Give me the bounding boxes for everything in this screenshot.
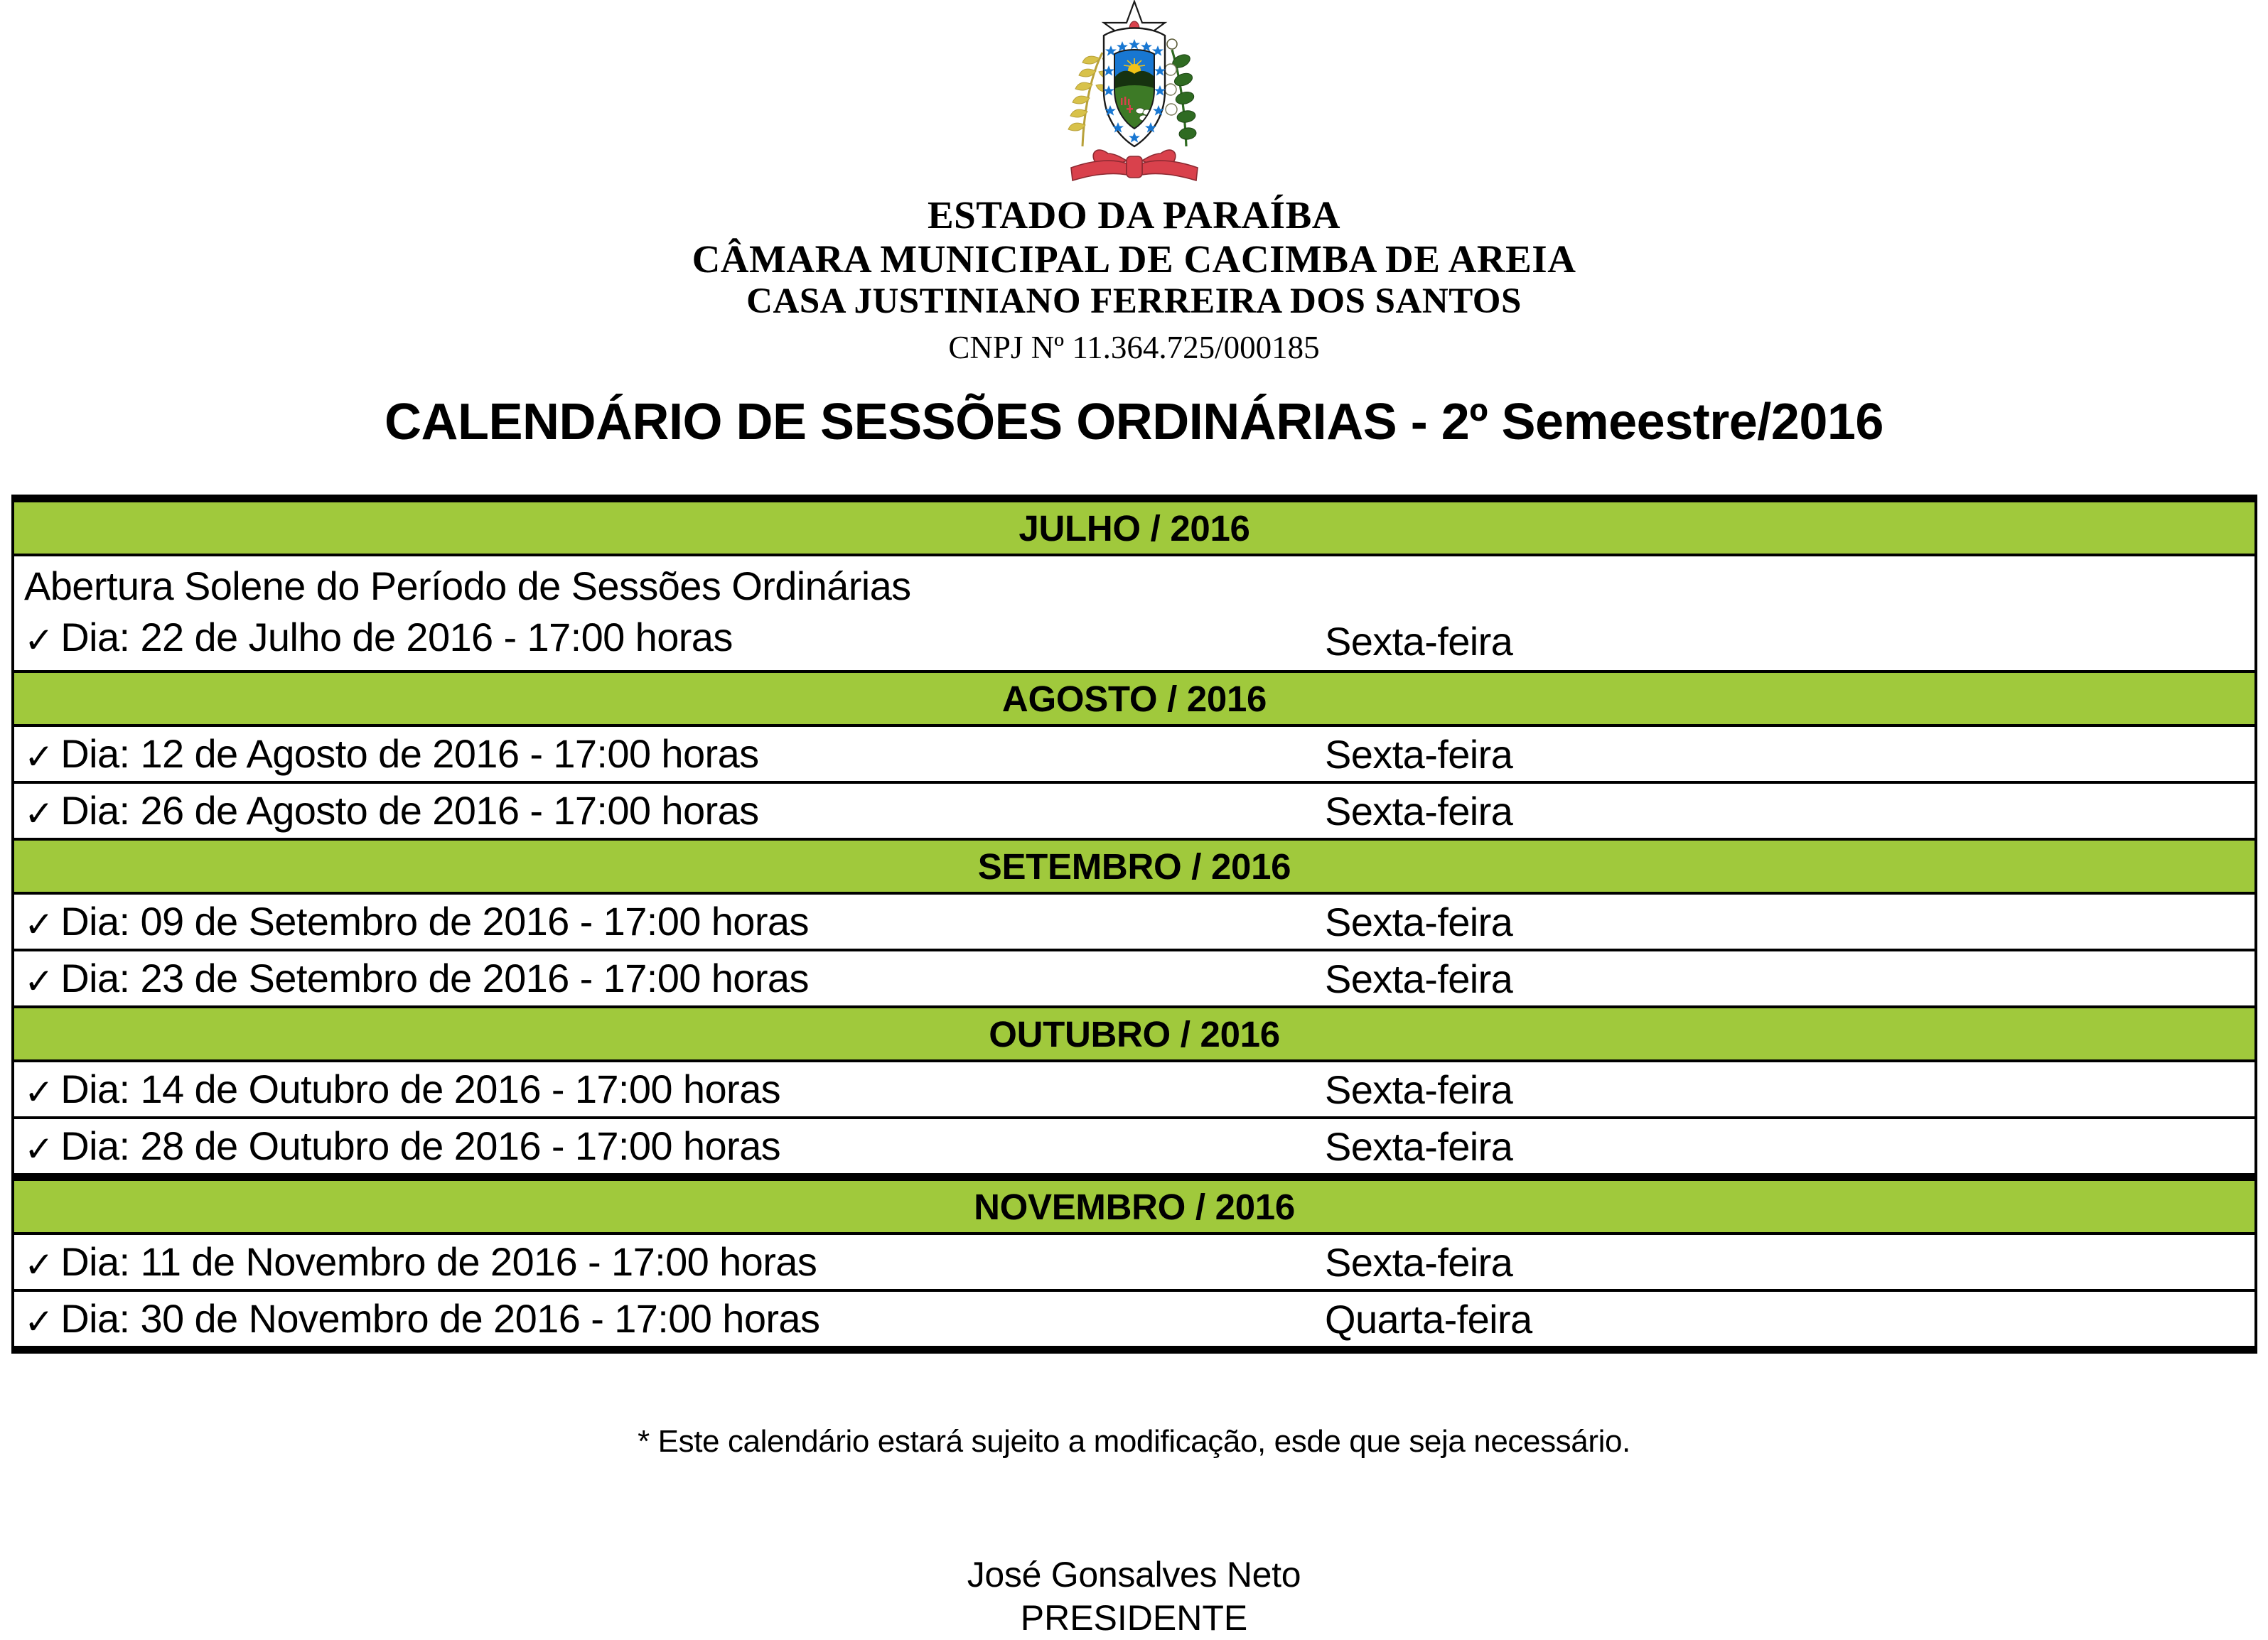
table-row bbox=[13, 1290, 2256, 1350]
signatory-role: PRESIDENTE bbox=[1020, 1598, 1248, 1638]
calendar-table bbox=[11, 495, 2257, 1354]
table-row bbox=[13, 782, 2256, 839]
session-date-text: Dia: 28 de Outubro de 2016 - 17:00 horas bbox=[60, 1123, 781, 1168]
session-weekday-cell: Sexta-feira bbox=[1319, 555, 2256, 671]
month-header-row-julho bbox=[13, 499, 2256, 556]
calendar-table-body bbox=[13, 499, 2256, 1350]
session-weekday-cell: Sexta-feira bbox=[1319, 1234, 2256, 1290]
session-description-cell bbox=[13, 725, 1319, 782]
check-icon: ✓ bbox=[24, 1244, 54, 1285]
month-name: NOVEMBRO bbox=[974, 1186, 1186, 1227]
month-year: / 2016 bbox=[1191, 846, 1291, 887]
session-date-text: Dia: 09 de Setembro de 2016 - 17:00 horas bbox=[60, 899, 809, 944]
check-icon: ✓ bbox=[24, 793, 54, 834]
header-cnpj: CNPJ Nº 11.364.725/000185 bbox=[948, 329, 1320, 365]
page-title: CALENDÁRIO DE SESSÕES ORDINÁRIAS - 2º Semeestre/2016 bbox=[385, 394, 1883, 451]
session-description-cell bbox=[13, 950, 1319, 1007]
month-header-row-agosto bbox=[13, 671, 2256, 725]
table-row bbox=[13, 1061, 2256, 1118]
coat-of-arms bbox=[0, 0, 2268, 186]
session-date-text: Dia: 12 de Agosto de 2016 - 17:00 horas bbox=[60, 731, 759, 776]
month-header-cell bbox=[13, 839, 2256, 893]
session-date-text: Dia: 11 de Novembro de 2016 - 17:00 horas bbox=[60, 1239, 817, 1284]
session-description-cell bbox=[13, 1234, 1319, 1290]
table-row bbox=[13, 893, 2256, 950]
month-header-row-novembro bbox=[13, 1177, 2256, 1234]
month-name: SETEMBRO bbox=[977, 846, 1182, 887]
month-name: JULHO bbox=[1019, 507, 1141, 549]
session-description-cell bbox=[13, 1061, 1319, 1118]
check-icon: ✓ bbox=[24, 619, 54, 661]
session-weekday-cell: Quarta-feira bbox=[1319, 1290, 2256, 1350]
session-weekday-cell: Sexta-feira bbox=[1319, 725, 2256, 782]
month-name: OUTUBRO bbox=[989, 1013, 1171, 1054]
opening-ceremony-title: Abertura Solene do Período de Sessões Ordinárias bbox=[24, 563, 911, 608]
header-state: ESTADO DA PARAÍBA bbox=[928, 193, 1340, 237]
month-header-cell bbox=[13, 1177, 2256, 1234]
table-row bbox=[13, 1234, 2256, 1290]
check-icon: ✓ bbox=[24, 904, 54, 945]
session-date-text: Dia: 26 de Agosto de 2016 - 17:00 horas bbox=[60, 788, 759, 833]
table-row bbox=[13, 555, 2256, 671]
table-row bbox=[13, 725, 2256, 782]
month-year: / 2016 bbox=[1167, 678, 1267, 719]
check-icon: ✓ bbox=[24, 736, 54, 777]
session-date-text: Dia: 23 de Setembro de 2016 - 17:00 horas bbox=[60, 956, 809, 1000]
table-row bbox=[13, 1118, 2256, 1177]
organization-header bbox=[0, 193, 2268, 368]
header-house: CASA JUSTINIANO FERREIRA DOS SANTOS bbox=[746, 281, 1522, 322]
check-icon: ✓ bbox=[24, 1128, 54, 1170]
footnote: * Este calendário estará sujeito a modificação, esde que seja necessário. bbox=[638, 1424, 1630, 1459]
header-chamber: CÂMARA MUNICIPAL DE CACIMBA DE AREIA bbox=[692, 237, 1576, 281]
check-icon: ✓ bbox=[24, 1072, 54, 1113]
check-icon: ✓ bbox=[24, 1301, 54, 1342]
month-header-row-setembro bbox=[13, 839, 2256, 893]
session-weekday-cell: Sexta-feira bbox=[1319, 950, 2256, 1007]
session-weekday-cell: Sexta-feira bbox=[1319, 1118, 2256, 1177]
check-icon: ✓ bbox=[24, 961, 54, 1002]
session-description-cell bbox=[13, 1118, 1319, 1177]
session-description-cell bbox=[13, 1290, 1319, 1350]
session-weekday-cell: Sexta-feira bbox=[1319, 782, 2256, 839]
table-row bbox=[13, 950, 2256, 1007]
session-date-text: Dia: 22 de Julho de 2016 - 17:00 horas bbox=[60, 614, 733, 659]
session-date-text: Dia: 30 de Novembro de 2016 - 17:00 horas bbox=[60, 1296, 820, 1341]
session-date-text: Dia: 14 de Outubro de 2016 - 17:00 horas bbox=[60, 1067, 781, 1111]
session-description-cell bbox=[13, 782, 1319, 839]
month-name: AGOSTO bbox=[1001, 678, 1158, 719]
month-year: / 2016 bbox=[1150, 507, 1250, 549]
session-weekday-cell: Sexta-feira bbox=[1319, 893, 2256, 950]
month-header-row-outubro bbox=[13, 1007, 2256, 1061]
month-header-cell bbox=[13, 671, 2256, 725]
month-header-cell bbox=[13, 1007, 2256, 1061]
session-entry bbox=[24, 612, 1319, 663]
session-weekday-cell: Sexta-feira bbox=[1319, 1061, 2256, 1118]
month-header-cell bbox=[13, 499, 2256, 556]
month-year: / 2016 bbox=[1180, 1013, 1280, 1054]
paraiba-coat-of-arms-icon bbox=[1053, 0, 1216, 183]
signatory-name: José Gonsalves Neto bbox=[967, 1555, 1301, 1595]
session-description-cell bbox=[13, 555, 1319, 671]
session-description-cell bbox=[13, 893, 1319, 950]
signature-block bbox=[0, 1553, 2268, 1640]
month-year: / 2016 bbox=[1195, 1186, 1295, 1227]
